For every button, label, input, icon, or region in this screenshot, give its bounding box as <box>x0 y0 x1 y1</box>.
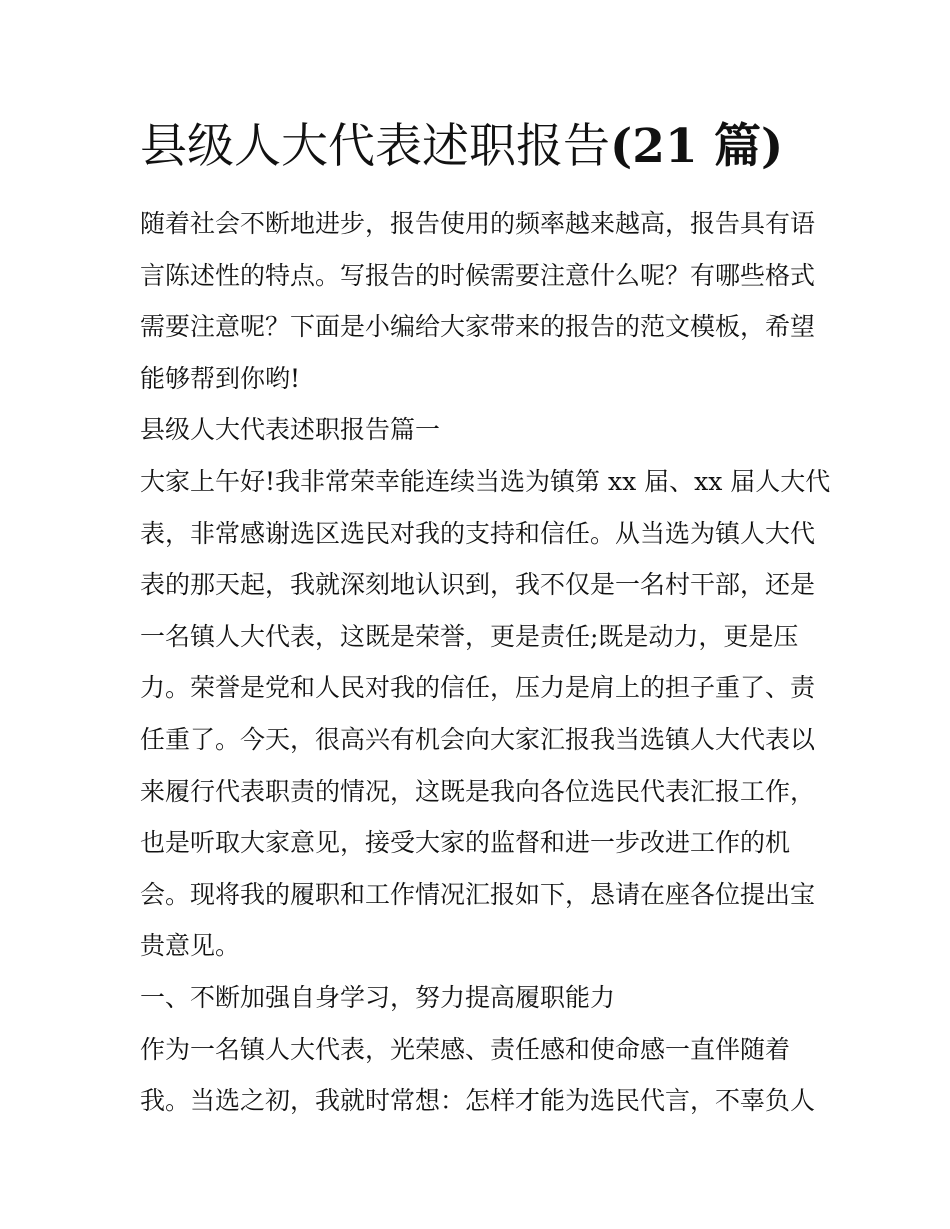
document-title <box>140 112 840 182</box>
paragraph-line: 表的那天起，我就深刻地认识到，我不仅是一名村干部，还是 <box>140 570 816 600</box>
paragraph-line: 随着社会不断地进步，报告使用的频率越来越高，报告具有语 <box>140 209 816 238</box>
paragraph-line: 任重了。今天，很高兴有机会向大家汇报我当选镇人大代表以 <box>140 724 816 754</box>
paragraph-line: 作为一名镇人大代表，光荣感、责任感和使命感一直伴随着 <box>140 1034 791 1064</box>
paragraph-line: 也是听取大家意见，接受大家的监督和进一步改进工作的机 <box>140 828 791 858</box>
document-title-main: 县级人大代表述职报告 <box>140 119 610 174</box>
paragraph-line: 我。当选之初，我就时常想：怎样才能为选民代言，不辜负人 <box>140 1086 816 1116</box>
section-heading: 县级人大代表述职报告篇一 <box>140 415 441 445</box>
paragraph-line: 大家上午好!我非常荣幸能连续当选为镇第 xx 届、xx 届人大代 <box>140 466 831 496</box>
paragraph-line: 会。现将我的履职和工作情况汇报如下，恳请在座各位提出宝 <box>140 879 816 909</box>
document-title-suffix: (21 篇) <box>610 119 784 174</box>
document-body <box>140 198 831 1127</box>
paragraph-line: 力。荣誉是党和人民对我的信任，压力是肩上的担子重了、责 <box>140 673 816 703</box>
paragraph-line: 来履行代表职责的情况，这既是我向各位选民代表汇报工作， <box>140 776 816 806</box>
paragraph-line: 贵意见。 <box>140 931 241 961</box>
paragraph-line: 能够帮到你哟! <box>140 363 301 393</box>
paragraph-line: 言陈述性的特点。写报告的时候需要注意什么呢？有哪些格式 <box>140 260 816 290</box>
paragraph-line: 一名镇人大代表，这既是荣誉，更是责任;既是动力，更是压 <box>140 621 799 651</box>
subsection-heading: 一、不断加强自身学习，努力提高履职能力 <box>140 982 616 1012</box>
paragraph-line: 需要注意呢？下面是小编给大家带来的报告的范文模板，希望 <box>140 312 816 342</box>
paragraph-line: 表，非常感谢选区选民对我的支持和信任。从当选为镇人大代 <box>140 518 816 548</box>
